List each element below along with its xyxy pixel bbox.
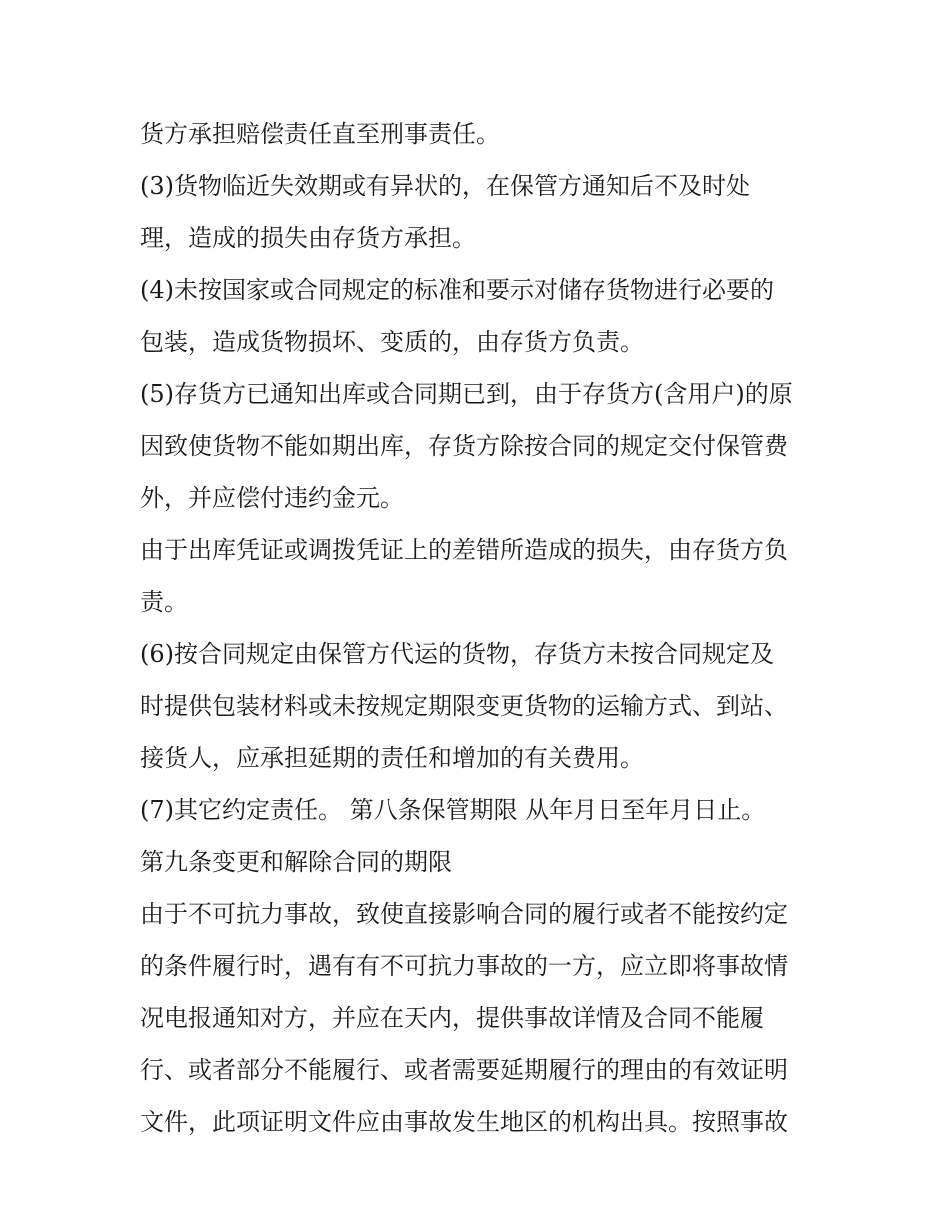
text-line: 的条件履行时，遇有有不可抗力事故的一方，应立即将事故情 xyxy=(140,952,788,980)
text-line: 文件，此项证明文件应由事故发生地区的机构出具。按照事故 xyxy=(140,1108,788,1136)
text-line: 由于不可抗力事故，致使直接影响合同的履行或者不能按约定 xyxy=(140,900,788,928)
text-line: 理，造成的损失由存货方承担。 xyxy=(140,224,476,252)
text-line: 责。 xyxy=(140,588,188,616)
text-line: 况电报通知对方，并应在天内，提供事故详情及合同不能履 xyxy=(140,1004,764,1032)
text-line: 包装，造成货物损坏、变质的，由存货方负责。 xyxy=(140,328,644,356)
text-line: 时提供包装材料或未按规定期限变更货物的运输方式、到站、 xyxy=(140,692,788,720)
section-heading: 第九条变更和解除合同的期限 xyxy=(140,848,452,876)
text-line: (3)货物临近失效期或有异状的，在保管方通知后不及时处 xyxy=(140,172,750,200)
text-line: (6)按合同规定由保管方代运的货物，存货方未按合同规定及 xyxy=(140,640,774,668)
text-line: 由于出库凭证或调拨凭证上的差错所造成的损失，由存货方负 xyxy=(140,536,788,564)
text-line: 货方承担赔偿责任直至刑事责任。 xyxy=(140,120,500,148)
text-line: 外，并应偿付违约金元。 xyxy=(140,484,404,512)
text-line: (5)存货方已通知出库或合同期已到，由于存货方(含用户)的原 xyxy=(140,380,793,408)
text-line: 接货人，应承担延期的责任和增加的有关费用。 xyxy=(140,744,644,772)
text-line: 因致使货物不能如期出库，存货方除按合同的规定交付保管费 xyxy=(140,432,788,460)
text-line: (4)未按国家或合同规定的标准和要示对储存货物进行必要的 xyxy=(140,276,774,304)
text-line: 行、或者部分不能履行、或者需要延期履行的理由的有效证明 xyxy=(140,1056,788,1084)
text-line: (7)其它约定责任。 第八条保管期限 从年月日至年月日止。 xyxy=(140,796,766,824)
document-body xyxy=(140,108,830,1148)
